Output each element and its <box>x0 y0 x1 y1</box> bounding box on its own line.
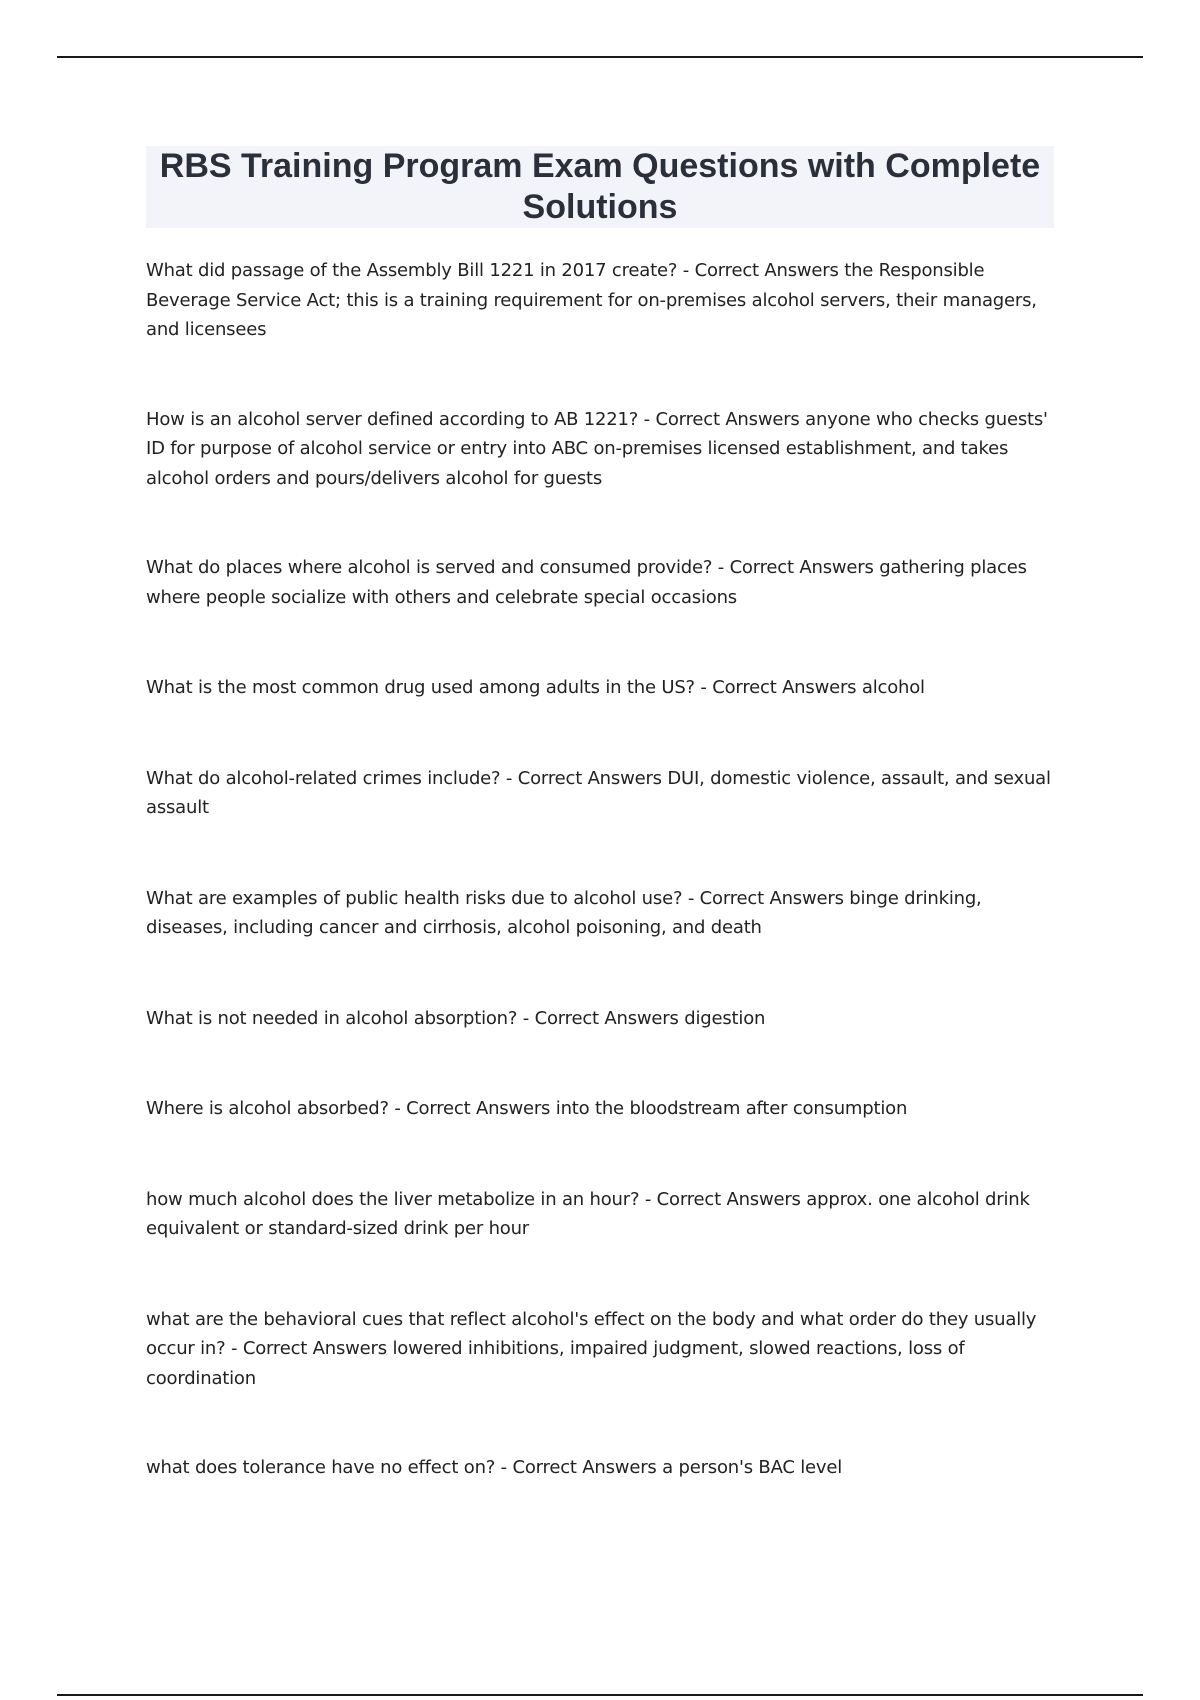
answer-label: Correct Answers <box>712 677 857 698</box>
answer-text: gathering places where people socialize with others and celebrate special occasions <box>146 557 1027 608</box>
answer-text: into the bloodstream after consumption <box>555 1098 908 1119</box>
answer-text: the Responsible Beverage Service Act; this is a training requirement for on-premises alcohol servers, their managers, and licensees <box>146 260 1037 340</box>
answer-label: Correct Answers <box>406 1098 551 1119</box>
qa-list <box>146 256 1056 1483</box>
qa-item: What do alcohol-related crimes include? - Correct Answers DUI, domestic violence, assault, and sexual assault <box>146 767 1051 818</box>
answer-text: digestion <box>684 1007 766 1029</box>
qa-item: what does tolerance have no effect on? - Correct Answers a person's BAC level <box>146 1457 843 1478</box>
question-text: How is an alcohol server defined according to AB 1221? <box>146 408 639 430</box>
answer-text: DUI, domestic violence, assault, and sexual assault <box>146 767 1051 818</box>
qa-item: Where is alcohol absorbed? - Correct Answers into the bloodstream after consumption <box>146 1098 908 1119</box>
answer-label: Correct Answers <box>534 1007 679 1029</box>
answer-text: approx. one alcohol drink equivalent or standard-sized drink per hour <box>146 1188 1030 1239</box>
title-banner <box>146 146 1054 228</box>
answer-label: Correct Answers <box>656 1188 801 1210</box>
answer-label: Correct Answers <box>694 260 839 281</box>
answer-label: Correct Answers <box>699 887 844 909</box>
qa-item: What are examples of public health risks due to alcohol use? - Correct Answers binge drinking, diseases, including cancer and cirrhosis, alcohol poisoning, and death <box>146 887 982 938</box>
qa-item: What is not needed in alcohol absorption? - Correct Answers digestion <box>146 1007 766 1029</box>
question-text: how much alcohol does the liver metabolize in an hour? <box>146 1188 640 1210</box>
question-text: What did passage of the Assembly Bill 1221 in 2017 create? <box>146 260 678 281</box>
answer-text: anyone who checks guests' ID for purpose of alcohol service or entry into ABC on-premises licensed establishment, and takes alcohol orders and pours/delivers alcohol for guests <box>146 408 1048 489</box>
answer-label: Correct Answers <box>655 408 800 430</box>
qa-item: What do places where alcohol is served and consumed provide? - Correct Answers gathering places where people socialize with others and celebrate special occasions <box>146 557 1027 608</box>
answer-label: Correct Answers <box>512 1457 657 1478</box>
question-text: What is not needed in alcohol absorption? <box>146 1007 518 1029</box>
answer-label: Correct Answers <box>242 1338 387 1359</box>
document-title: RBS Training Program Exam Questions with Complete Solutions <box>159 147 1041 226</box>
question-text: What do alcohol-related crimes include? <box>146 767 501 789</box>
question-text: Where is alcohol absorbed? <box>146 1098 389 1119</box>
qa-item: What did passage of the Assembly Bill 1221 in 2017 create? - Correct Answers the Responsible Beverage Service Act; this is a training requirement for on-premises alcohol servers, their managers, and licensees <box>146 260 1037 340</box>
qa-item: How is an alcohol server defined according to AB 1221? - Correct Answers anyone who checks guests' ID for purpose of alcohol service or entry into ABC on-premises licensed establishment, and takes alcohol orders and pours/delivers alcohol for guests <box>146 408 1048 489</box>
qa-item: how much alcohol does the liver metabolize in an hour? - Correct Answers approx. one alcohol drink equivalent or standard-sized drink per hour <box>146 1188 1030 1239</box>
question-text: what does tolerance have no effect on? <box>146 1457 496 1478</box>
qa-item: what are the behavioral cues that reflect alcohol's effect on the body and what order do they usually occur in? - Correct Answers lowered inhibitions, impaired judgment, slowed reactions, loss of coordination <box>146 1308 1037 1389</box>
top-rule <box>57 56 1143 58</box>
answer-text: a person's BAC level <box>662 1457 843 1478</box>
answer-text: binge drinking, diseases, including cancer and cirrhosis, alcohol poisoning, and death <box>146 887 982 938</box>
qa-item: What is the most common drug used among adults in the US? - Correct Answers alcohol <box>146 677 925 698</box>
question-text: What is the most common drug used among adults in the US? <box>146 677 695 698</box>
answer-label: Correct Answers <box>517 767 662 789</box>
question-text: What do places where alcohol is served and consumed provide? <box>146 557 713 578</box>
answer-text: lowered inhibitions, impaired judgment, slowed reactions, loss of coordination <box>146 1338 965 1389</box>
answer-text: alcohol <box>861 677 925 698</box>
question-text: What are examples of public health risks due to alcohol use? <box>146 887 683 909</box>
question-text: what are the behavioral cues that reflect alcohol's effect on the body and what order do they usually occur in? <box>146 1308 1037 1359</box>
bottom-rule <box>57 1694 1143 1696</box>
answer-label: Correct Answers <box>729 557 874 578</box>
